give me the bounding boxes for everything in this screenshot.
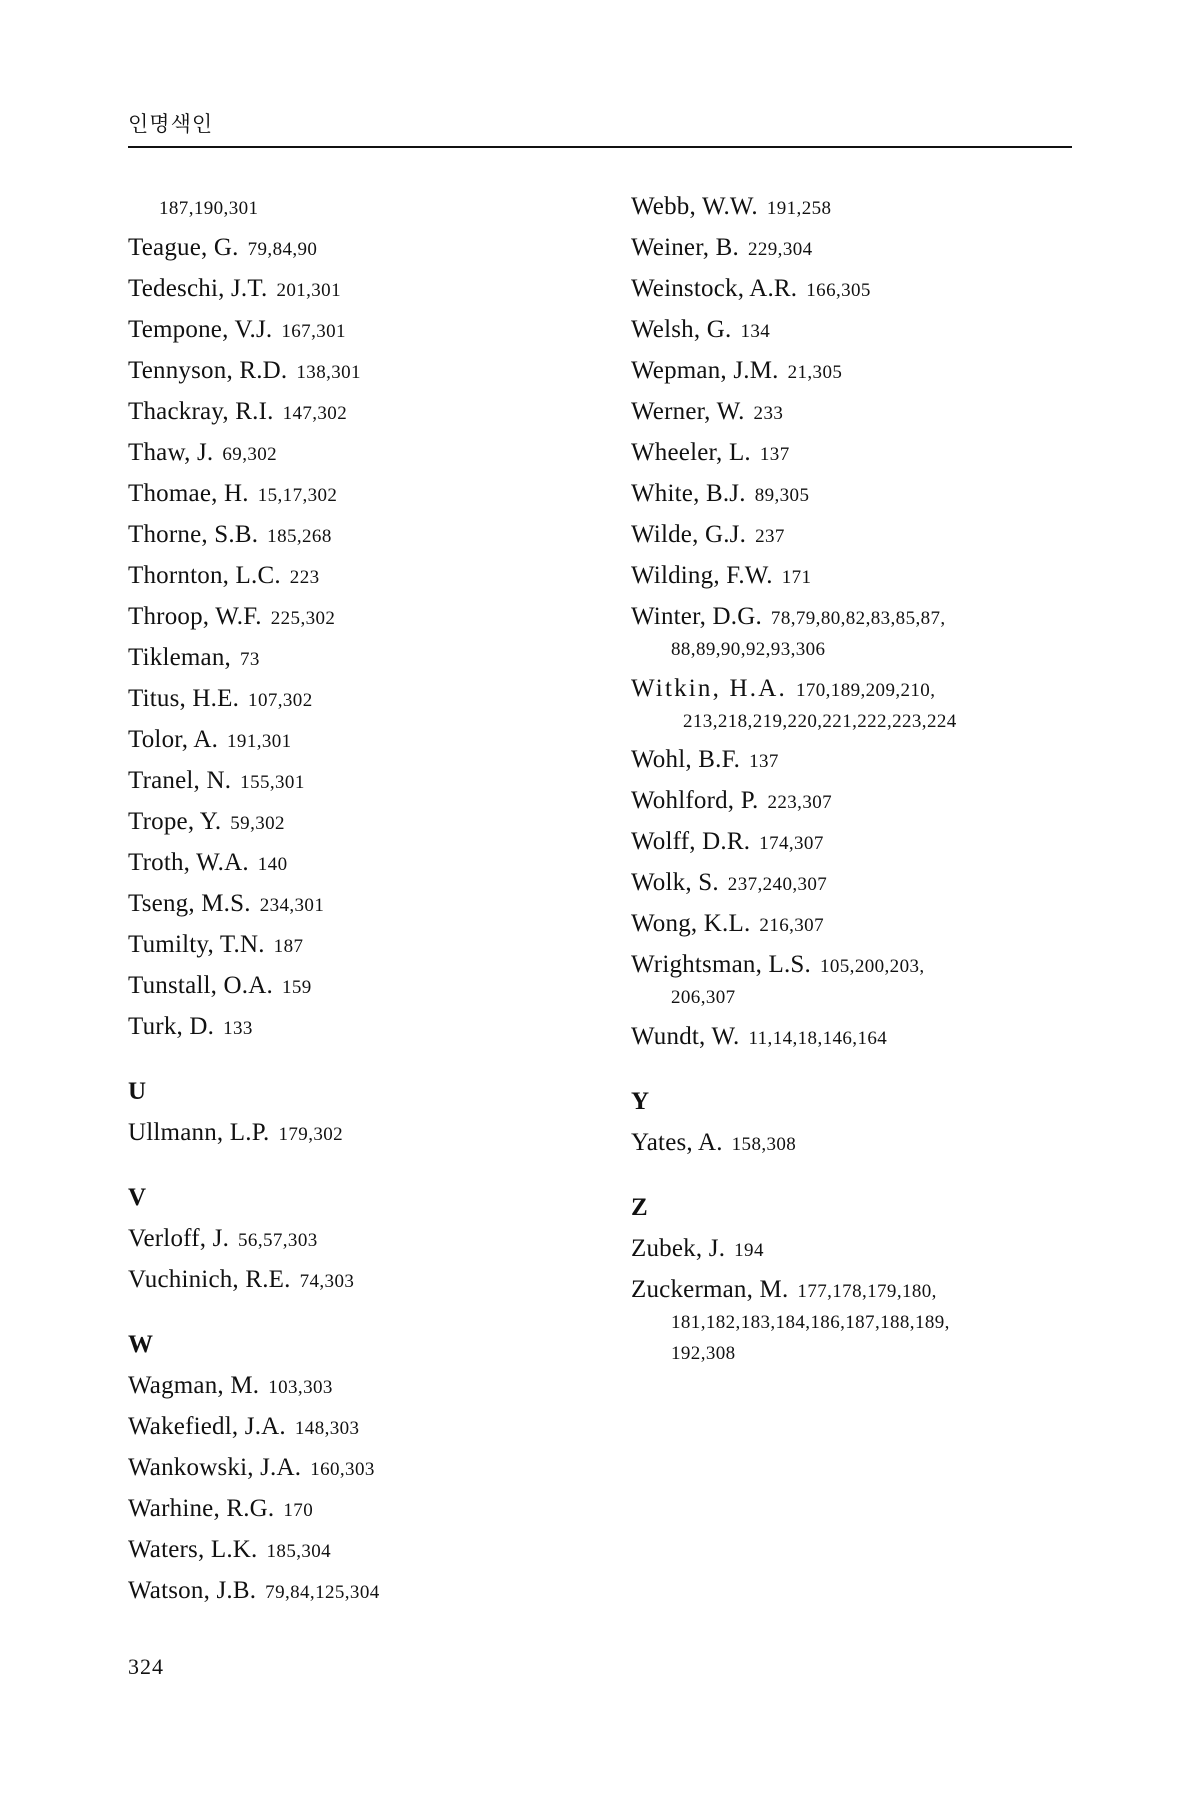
letter-heading: W — [128, 1331, 153, 1358]
index-entry — [631, 231, 1072, 265]
entry-name: Warhine, R.G. — [128, 1495, 275, 1522]
entry-pages: 170,189,209,210, — [795, 679, 936, 701]
letter-heading: U — [128, 1078, 147, 1105]
entry-name: Tikleman, — [128, 644, 231, 671]
letter-heading: Z — [631, 1194, 648, 1222]
index-entry — [128, 805, 569, 839]
index-entry — [128, 600, 569, 634]
entry-pages: 74,303 — [299, 1271, 355, 1292]
index-entry — [631, 395, 1072, 429]
entry-name: Wolk, S. — [631, 869, 719, 897]
entry-name: Wrightsman, L.S. — [631, 951, 811, 979]
index-entry — [128, 1369, 569, 1403]
entry-pages: 237,240,307 — [727, 874, 828, 896]
entry-name: Vuchinich, R.E. — [128, 1266, 291, 1293]
index-entry — [631, 672, 1072, 706]
entry-name: Zubek, J. — [631, 1235, 726, 1263]
index-entry — [128, 190, 569, 224]
entry-name: Welsh, G. — [631, 316, 732, 343]
entry-name: Wankowski, J.A. — [128, 1454, 302, 1481]
index-entry — [128, 313, 569, 347]
entry-pages: 237 — [755, 526, 785, 547]
entry-pages: 138,301 — [296, 362, 361, 383]
entry-name: Wundt, W. — [631, 1023, 740, 1051]
entry-pages: 78,79,80,82,83,85,87, — [770, 608, 946, 629]
entry-pages: 137 — [749, 751, 779, 773]
entry-pages: 216,307 — [759, 915, 824, 937]
index-entry — [128, 846, 569, 880]
entry-name: Wagman, M. — [128, 1372, 260, 1399]
entry-name: Turk, D. — [128, 1013, 215, 1040]
entry-pages: 158,308 — [731, 1134, 797, 1156]
entry-pages: 185,268 — [267, 526, 332, 547]
entry-pages: 21,305 — [787, 362, 843, 383]
entry-pages: 89,305 — [754, 485, 810, 506]
index-entry — [128, 1410, 569, 1444]
index-entry — [128, 1263, 569, 1297]
index-entry — [631, 518, 1072, 552]
index-entry — [128, 1451, 569, 1485]
index-entry — [631, 559, 1072, 593]
entry-name: Wohlford, P. — [631, 787, 759, 815]
index-entry — [128, 1533, 569, 1567]
index-entry — [631, 190, 1072, 224]
entry-pages: 185,304 — [266, 1541, 332, 1562]
index-entry — [128, 887, 569, 921]
entry-name: Tennyson, R.D. — [128, 357, 288, 384]
entry-pages: 59,302 — [230, 813, 285, 834]
entry-name: Wohl, B.F. — [631, 746, 741, 774]
entry-pages: 191,301 — [227, 731, 292, 752]
entry-name: Werner, W. — [631, 398, 745, 425]
entry-name: Wepman, J.M. — [631, 357, 779, 384]
entry-name: Watson, J.B. — [128, 1577, 257, 1604]
entry-name: Ullmann, L.P. — [128, 1119, 270, 1146]
entry-name: Zuckerman, M. — [631, 1276, 789, 1304]
entry-name: Titus, H.E. — [128, 685, 240, 712]
entry-pages: 133 — [223, 1018, 253, 1039]
index-entry — [631, 436, 1072, 470]
index-entry — [128, 928, 569, 962]
index-entry — [631, 784, 1072, 818]
entry-continuation: 88,89,90,92,93,306 — [671, 639, 826, 660]
index-entry — [631, 866, 1072, 900]
entry-name: Wilde, G.J. — [631, 521, 747, 548]
header-divider — [128, 146, 1072, 148]
entry-name: Witkin, H.A. — [631, 674, 787, 702]
entry-pages: 105,200,203, — [819, 956, 925, 978]
entry-pages: 69,302 — [222, 444, 278, 465]
index-entry — [128, 272, 569, 306]
letter-heading: V — [128, 1184, 147, 1211]
entry-pages: 159 — [281, 977, 312, 998]
index-entry — [631, 600, 1072, 634]
entry-pages: 177,178,179,180, — [797, 1281, 937, 1303]
entry-pages: 79,84,125,304 — [265, 1582, 380, 1603]
entry-pages: 223,307 — [767, 792, 833, 814]
index-entry — [128, 1222, 569, 1256]
page-title: 인명색인 — [128, 112, 214, 136]
entry-name: Wolff, D.R. — [631, 828, 751, 856]
entry-pages: 166,305 — [806, 280, 871, 301]
entry-pages: 187,190,301 — [159, 198, 259, 219]
entry-pages: 148,303 — [294, 1418, 360, 1439]
entry-name: White, B.J. — [631, 480, 746, 507]
index-columns — [128, 190, 1072, 1615]
entry-pages: 160,303 — [310, 1459, 375, 1480]
index-entry — [128, 231, 569, 265]
index-entry — [128, 354, 569, 388]
entry-pages: 15,17,302 — [257, 485, 338, 506]
entry-pages: 167,301 — [281, 321, 346, 342]
index-entry — [128, 1574, 569, 1608]
index-entry — [631, 1232, 1072, 1266]
entry-name: Tedeschi, J.T. — [128, 275, 268, 302]
index-entry — [631, 743, 1072, 777]
index-entry — [631, 1273, 1072, 1307]
index-entry — [128, 1492, 569, 1526]
index-entry — [128, 641, 569, 675]
entry-pages: 56,57,303 — [238, 1230, 318, 1251]
index-entry — [128, 682, 569, 716]
entry-name: Wheeler, L. — [631, 439, 751, 466]
entry-name: Winter, D.G. — [631, 603, 762, 630]
index-entry — [631, 825, 1072, 859]
entry-name: Weinstock, A.R. — [631, 275, 798, 302]
entry-continuation: 206,307 — [671, 987, 736, 1009]
index-column-left — [128, 190, 569, 1615]
entry-name: Wilding, F.W. — [631, 562, 773, 589]
entry-name: Throop, W.F. — [128, 603, 262, 630]
index-entry — [128, 723, 569, 757]
index-entry — [631, 907, 1072, 941]
index-entry — [128, 477, 569, 511]
letter-heading: Y — [631, 1088, 650, 1116]
index-column-right — [631, 190, 1072, 1615]
entry-pages: 233 — [753, 403, 784, 424]
entry-name: Wakefiedl, J.A. — [128, 1413, 286, 1440]
index-entry — [631, 948, 1072, 982]
entry-name: Thorne, S.B. — [128, 521, 259, 548]
entry-continuation: 181,182,183,184,186,187,188,189, — [671, 1312, 950, 1334]
entry-pages: 225,302 — [270, 608, 336, 629]
entry-pages: 179,302 — [278, 1124, 344, 1145]
entry-pages: 234,301 — [259, 895, 325, 916]
entry-pages: 170 — [283, 1500, 314, 1521]
index-entry — [128, 395, 569, 429]
entry-name: Thornton, L.C. — [128, 562, 281, 589]
entry-name: Tolor, A. — [128, 726, 219, 753]
index-entry — [631, 354, 1072, 388]
entry-pages: 73 — [239, 649, 260, 670]
index-entry — [631, 1126, 1072, 1160]
entry-pages: 191,258 — [766, 198, 832, 219]
entry-pages: 194 — [734, 1240, 764, 1262]
entry-name: Troth, W.A. — [128, 849, 249, 876]
entry-name: Thaw, J. — [128, 439, 214, 466]
page-number: 324 — [128, 1654, 164, 1679]
entry-name: Yates, A. — [631, 1129, 723, 1157]
entry-name: Webb, W.W. — [631, 193, 758, 220]
entry-pages: 140 — [257, 854, 288, 875]
entry-name: Weiner, B. — [631, 234, 739, 261]
entry-continuation: 192,308 — [671, 1342, 736, 1364]
entry-name: Tumilty, T.N. — [128, 931, 265, 958]
entry-name: Verloff, J. — [128, 1225, 230, 1252]
entry-name: Thomae, H. — [128, 480, 249, 507]
index-entry — [631, 272, 1072, 306]
entry-name: Thackray, R.I. — [128, 398, 274, 425]
index-entry — [631, 313, 1072, 347]
entry-pages: 155,301 — [240, 772, 305, 793]
entry-name: Tseng, M.S. — [128, 890, 251, 917]
index-entry — [128, 518, 569, 552]
entry-pages: 103,303 — [268, 1377, 333, 1398]
index-entry — [631, 477, 1072, 511]
entry-pages: 171 — [781, 567, 812, 588]
entry-pages: 229,304 — [747, 239, 813, 260]
entry-name: Trope, Y. — [128, 808, 222, 835]
entry-name: Tunstall, O.A. — [128, 972, 273, 999]
index-entry — [128, 436, 569, 470]
entry-pages: 137 — [759, 444, 790, 465]
entry-pages: 147,302 — [282, 403, 348, 424]
entry-name: Tempone, V.J. — [128, 316, 273, 343]
index-entry — [631, 1020, 1072, 1054]
index-entry — [128, 559, 569, 593]
index-entry — [128, 1116, 569, 1150]
index-entry — [128, 969, 569, 1003]
page-header — [128, 108, 1072, 148]
entry-pages: 187 — [273, 936, 304, 957]
entry-pages: 134 — [740, 321, 771, 342]
entry-name: Waters, L.K. — [128, 1536, 258, 1563]
entry-name: Wong, K.L. — [631, 910, 751, 938]
entry-continuation: 213,218,219,220,221,222,223,224 — [683, 710, 957, 732]
entry-name: Tranel, N. — [128, 767, 232, 794]
entry-pages: 223 — [289, 567, 320, 588]
index-entry — [128, 1010, 569, 1044]
index-entry — [128, 764, 569, 798]
entry-pages: 79,84,90 — [247, 239, 318, 260]
entry-pages: 174,307 — [759, 833, 824, 855]
entry-pages: 11,14,18,146,164 — [748, 1028, 888, 1050]
entry-pages: 201,301 — [276, 280, 341, 301]
entry-pages: 107,302 — [248, 690, 313, 711]
entry-name: Teague, G. — [128, 234, 239, 261]
